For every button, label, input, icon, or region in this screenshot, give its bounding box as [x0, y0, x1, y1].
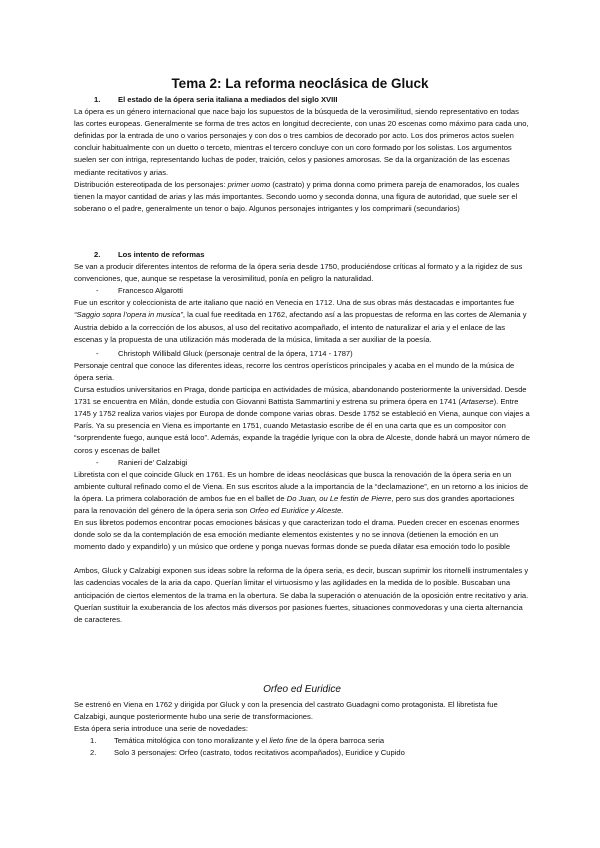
- item-text: Temática mitológica con tono moralizante y el: [114, 736, 270, 746]
- novelty-item-2: [74, 747, 530, 759]
- novelty-item-1: [74, 735, 530, 747]
- section-2-heading: [74, 249, 530, 261]
- paragraph-italic: Do Juan, ou Le festin de Pierre: [286, 493, 392, 503]
- section-1: [74, 94, 530, 215]
- paragraph-text: Cursa estudios universitarios en Praga, donde participa en actividades de música, abandonando posteriormente la universidad. Desde 1731 se encuentra en Milán, donde estudia con Giovanni Battista Sammartini y estrena su primera ópera en 1741 (: [74, 385, 527, 407]
- bullet-dash: -: [96, 348, 99, 358]
- calzabigi-paragraph-1: [74, 469, 530, 517]
- item-text: de la ópera barroca seria: [297, 736, 385, 746]
- paragraph-text: ). Entre 1745 y 1752 realiza varios viajes por Europa de donde compone varias obras. Desde 1752 se estableció en Viena, aunque con viajes a París. Ya su presencia en Viena es importante en 1751, cuando Metastasio escribe de él en una carta que es un compositor con “sorprendente fuego, aunque está loco”. Además, expande la tragédie lyrique con la obra de Alceste, donde habrá un mayor número de coros y escenas de ballet: [74, 397, 530, 455]
- section-1-number: 1.: [94, 95, 101, 104]
- paragraph-text: , pero sus dos grandes aportaciones para la renovación del género de la ópera seria son: [74, 493, 515, 515]
- calzabigi-heading: [74, 457, 530, 469]
- paragraph-text: Libretista con el que coincide Gluck en 1761. Es un hombre de ideas neoclásicas que busca la renovación de la ópera seria en un ambiente cultural refinado como el de Viena. En sus escritos alude a la importancia de la “declamazione”, en un retorno a los inicios de la ópera. La primera colaboración de ambos fue en el ballet de: [74, 469, 529, 503]
- paragraph-text: , la cual fue reeditada en 1762, afectando así a las propuestas de reforma en las cortes de Alemania y Austria debido a la corrección de los abusos, al uso del recitativo acompañado, el intento de naturalizar el aria y el enlace de las escenas y la propuesta de una utilización más moderada de la música, limitada a ser auxiliar de la poesía.: [74, 310, 527, 344]
- section-2-title: Los intento de reformas: [118, 250, 205, 259]
- section-2-number: 2.: [94, 250, 101, 259]
- algarotti-paragraph: [74, 297, 530, 345]
- item-number: 2.: [90, 748, 97, 758]
- paragraph-italic: primer uomo: [227, 179, 271, 189]
- algarotti-name: Francesco Algarotti: [118, 286, 183, 296]
- orfeo-section: [74, 684, 530, 760]
- section-1-heading: [74, 94, 530, 106]
- orfeo-paragraph-1: Se estrenó en Viena en 1762 y dirigida por Gluck y con la presencia del castrato Guadagni como protagonista. El libretista fue Calzabigi, aunque posteriormente hubo una serie de transformaciones.: [74, 700, 498, 722]
- item-italic: lieto fine: [269, 736, 298, 746]
- page-title: Tema 2: La reforma neoclásica de Gluck: [171, 76, 429, 91]
- paragraph-text: Distribución estereotipada de los personajes:: [74, 179, 228, 189]
- calzabigi-paragraph-2: En sus libretos podemos encontrar pocas emociones básicas y que caracterizan todo el drama. Pueden crecer en escenas enormes donde solo se da la contemplación de esa emoción mediante elementos existentes y no se innova (detienen la emoción en un momento dado y expandirlo) y un músico que ordene y ponga nuevas formas donde se pueda dilatar esa emoción todo lo posible: [74, 518, 520, 552]
- paragraph-italic: “Saggio sopra l’opera in musica”: [74, 310, 183, 320]
- calzabigi-name: Ranieri de’ Calzabigi: [118, 457, 188, 467]
- item-text: Solo 3 personajes: Orfeo (castrato, todos recitativos acompañados), Euridice y Cupido: [114, 748, 405, 758]
- ambos-paragraph: Ambos, Gluck y Calzabigi exponen sus ideas sobre la reforma de la ópera seria, es decir, buscan suprimir los ritornelli instrumentales y las cadencias vocales de la aria da capo. Querían limitar el virtuosismo y las agilidades en la medida de lo posible. Buscaban una anticipación de ciertos elementos de la trama en la obertura. Se daba la superación o atenuación de la oposición entre recitativo y aria. Querían sustituir la exuberancia de los afectos más diversos por pasiones fuertes, situaciones conmovedoras y una cierta alternancia de caracteres.: [74, 566, 529, 624]
- paragraph-text: (castrato) y prima donna como primera pareja de enamorados, los cuales tienen la mayor cantidad de arias y las más importantes. Secondo uomo y seconda donna, una figura de autoridad, que suele ser el soberano o el padre, generalmente un tenor o bajo. Algunos personajes intrigantes y los comprimarii (secundarios): [74, 179, 520, 213]
- orfeo-heading: Orfeo ed Euridice: [263, 684, 341, 695]
- section-2: [74, 249, 530, 626]
- bullet-dash: -: [96, 457, 99, 467]
- gluck-paragraph-1: Personaje central que conoce las diferentes ideas, recorre los centros operísticos principales y acaba en el mundo de la música de ópera seria.: [74, 360, 515, 382]
- gluck-paragraph-2: [74, 384, 530, 457]
- algarotti-heading: [74, 285, 530, 297]
- paragraph-italic: Artaserse: [461, 397, 494, 407]
- section-1-paragraph-1: La ópera es un género internacional que nace bajo los supuestos de la búsqueda de la verosimilitud, siendo representativo en todas las cortes europeas. Generalmente se forma de tres actos en longitud decreciente, con unas 20 escenas como máximo para cada uno, definidas por la entrada de uno o varios personajes y con dos o tres cambios de decorado por acto. Los dos primeros actos suelen concluir habitualmente con un duetto o terceto, mientras el tercero concluye con un coro formado por los solistas. Los argumentos suelen ser con intriga, representando luchas de poder, traición, celos y pasiones amorosas. Se da la organización de las escenas mediante recitativos y arias.: [74, 107, 529, 177]
- gluck-heading: [74, 348, 530, 360]
- paragraph-text: Fue un escritor y coleccionista de arte italiano que nació en Venecia en 1712. Una de sus obras más destacadas e importantes fue: [74, 298, 515, 308]
- section-1-title: El estado de la ópera seria italiana a mediados del siglo XVIII: [118, 95, 338, 104]
- section-1-paragraph-2: [74, 179, 530, 215]
- orfeo-paragraph-2: Esta ópera seria introduce una serie de novedades:: [74, 724, 248, 734]
- item-number: 1.: [90, 736, 97, 746]
- paragraph-italic: Orfeo ed Euridice y Alceste.: [249, 505, 344, 515]
- bullet-dash: -: [96, 286, 99, 296]
- section-2-paragraph-1: Se van a producir diferentes intentos de reforma de la ópera seria desde 1750, produciéndose críticas al formato y a la rigidez de sus convenciones, que, aunque se respetase la verosimilitud, ponía en peligro la naturalidad.: [74, 262, 523, 284]
- gluck-name: Christoph Willibald Gluck (personaje central de la ópera, 1714 - 1787): [118, 348, 353, 358]
